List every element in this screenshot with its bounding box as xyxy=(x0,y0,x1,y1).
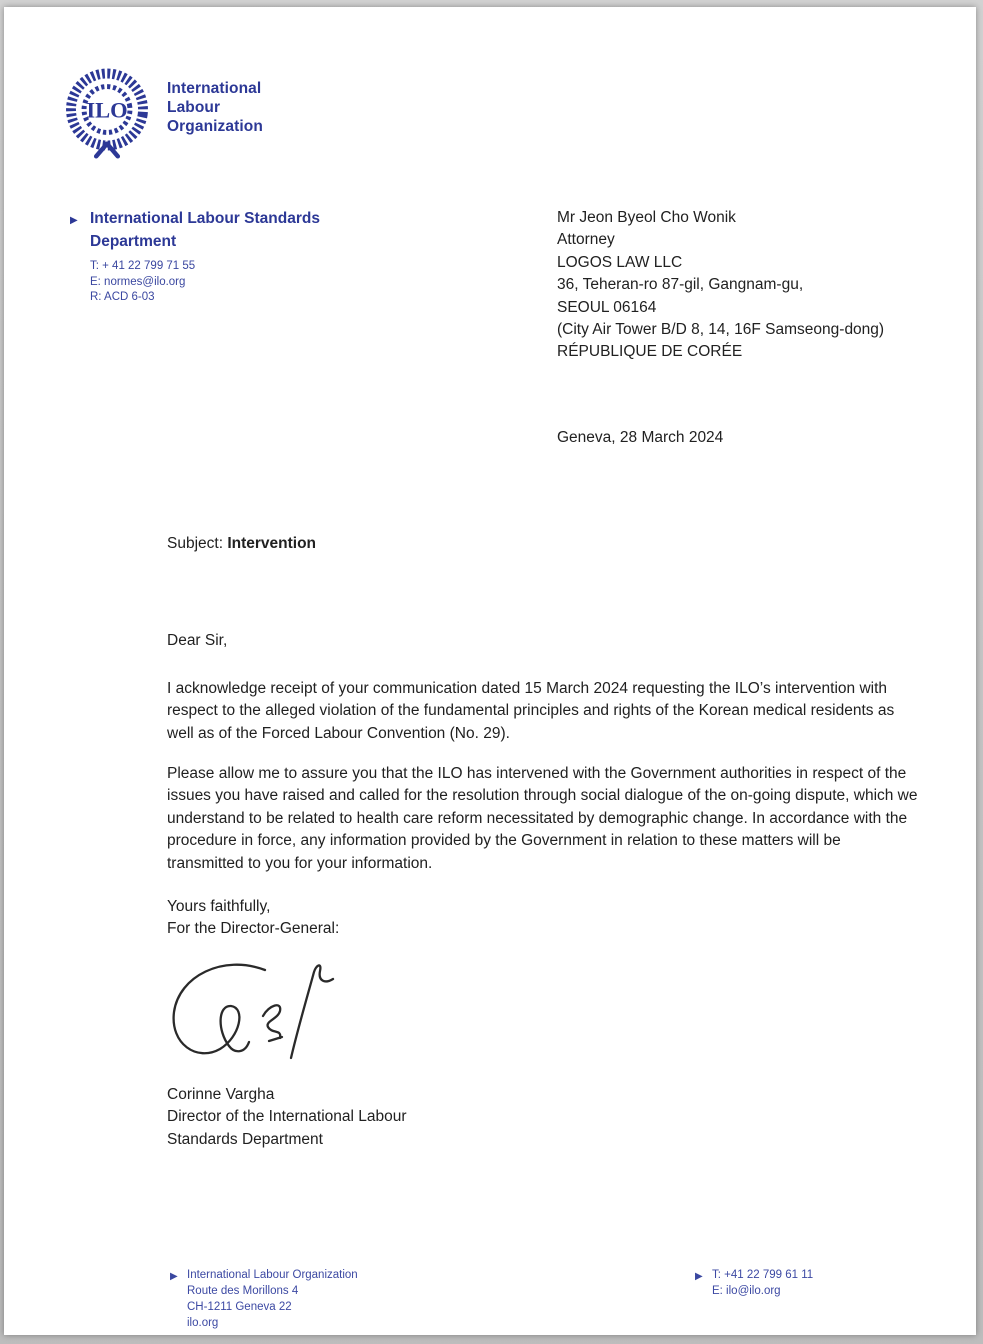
department-name: International Labour Standards Department xyxy=(90,210,320,250)
closing-line: Yours faithfully, xyxy=(167,898,271,915)
svg-text:ILO: ILO xyxy=(86,97,128,123)
recipient-city: SEOUL 06164 xyxy=(557,298,657,316)
footer-address-block xyxy=(187,1267,358,1331)
department-email: E: normes@ilo.org xyxy=(90,275,186,288)
subject-label: Subject: xyxy=(167,535,228,552)
salutation: Dear Sir, xyxy=(167,632,228,649)
footer-email: E: ilo@ilo.org xyxy=(712,1285,781,1297)
subject-value: Intervention xyxy=(227,535,317,552)
ilo-wreath-icon xyxy=(62,66,152,162)
subject-line xyxy=(167,535,316,553)
signer-block xyxy=(167,1084,467,1151)
footer-right-bullet-icon: ▶ xyxy=(695,1271,703,1282)
recipient-name: Mr Jeon Byeol Cho Wonik xyxy=(557,209,736,226)
ilo-wordmark xyxy=(167,79,263,136)
footer-left-bullet-icon: ▶ xyxy=(170,1271,178,1282)
wordmark-line: Organization xyxy=(167,118,263,135)
footer-org-name: International Labour Organization xyxy=(187,1269,358,1281)
body-paragraph-1: I acknowledge receipt of your communication dated 15 March 2024 requesting the ILO’s intervention with respect to the alleged violation of the fundamental principles and rights of the Korean medical residents as well as of the Forced Labour Convention (No. 29). xyxy=(167,680,895,742)
department-contact-block xyxy=(90,259,195,306)
recipient-title: Attorney xyxy=(557,231,615,249)
recipient-building: (City Air Tower B/D 8, 14, 16F Samseong-dong) xyxy=(557,321,885,339)
recipient-address-block xyxy=(557,207,884,364)
dateline: Geneva, 28 March 2024 xyxy=(557,429,724,446)
recipient-street: 36, Teheran-ro 87-gil, Gangnam-gu, xyxy=(557,276,804,294)
body-paragraph-2: Please allow me to assure you that the ILO has intervened with the Government authorities in respect of the issues you have raised and called for the resolution through social dialogue of the on-going dispute, which we understand to be related to health care reform necessitated by demographic change. In accordance with the procedure in force, any information provided by the Government in relation to these matters will be transmitted to you for your information. xyxy=(167,765,918,872)
signature-icon xyxy=(165,956,337,1070)
signer-title: Director of the International Labour Standards Department xyxy=(167,1108,407,1148)
footer-website: ilo.org xyxy=(187,1317,219,1329)
footer-street: Route des Morillons 4 xyxy=(187,1285,299,1297)
wordmark-line: International xyxy=(167,80,262,97)
department-phone: T: + 41 22 799 71 55 xyxy=(90,260,196,272)
department-bullet-icon: ▶ xyxy=(70,215,78,226)
signer-name: Corinne Vargha xyxy=(167,1086,275,1103)
closing-line: For the Director-General: xyxy=(167,920,340,938)
recipient-company: LOGOS LAW LLC xyxy=(557,253,683,271)
footer-phone: T: +41 22 799 61 11 xyxy=(712,1269,814,1281)
ilo-logo xyxy=(62,66,152,162)
handwritten-signature xyxy=(165,956,337,1070)
department-room: R: ACD 6-03 xyxy=(90,291,155,303)
footer-contact-block xyxy=(712,1267,813,1299)
closing-block xyxy=(167,896,339,941)
recipient-country: RÉPUBLIQUE DE CORÉE xyxy=(557,343,743,361)
wordmark-line: Labour xyxy=(167,99,221,116)
footer-city: CH-1211 Geneva 22 xyxy=(187,1301,292,1313)
